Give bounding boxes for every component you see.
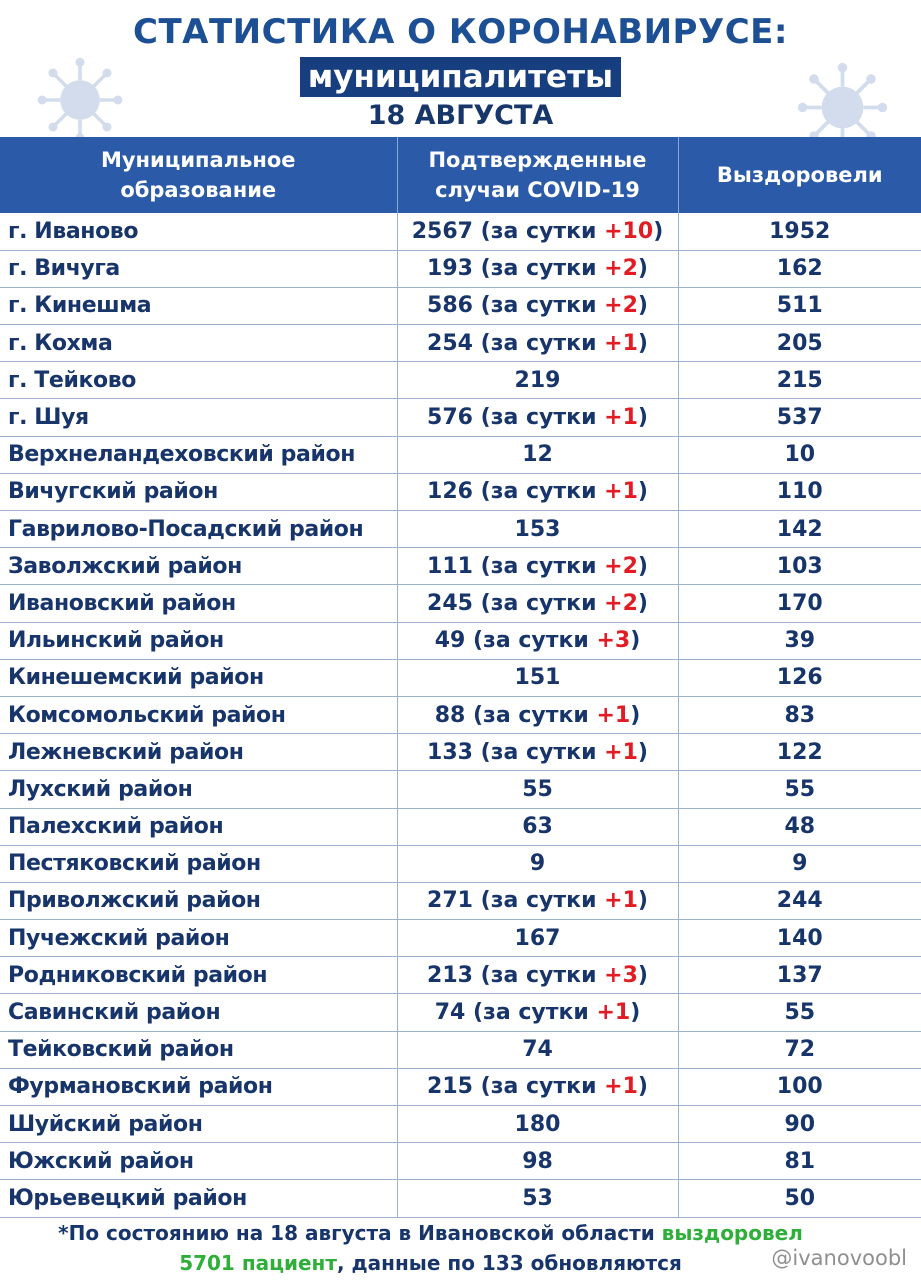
- confirmed-cases-cell: [397, 696, 678, 733]
- recovered-count: 170: [678, 585, 921, 622]
- municipality-name: Савинский район: [0, 994, 397, 1031]
- recovered-count: 103: [678, 548, 921, 585]
- recovered-count: 215: [678, 362, 921, 399]
- confirmed-cases-cell: [397, 362, 678, 399]
- confirmed-cases: 153: [514, 516, 561, 542]
- municipality-name: Заволжский район: [0, 548, 397, 585]
- table-row: [0, 957, 921, 994]
- daily-increase: +1: [596, 702, 631, 728]
- table-row: [0, 1180, 921, 1217]
- municipality-name: Пучежский район: [0, 920, 397, 957]
- confirmed-cases-cell: [397, 1068, 678, 1105]
- table-row: [0, 845, 921, 882]
- table-row: [0, 882, 921, 919]
- confirmed-cases: 245: [427, 590, 473, 616]
- daily-increase: +1: [604, 479, 638, 505]
- table-row: [0, 325, 921, 362]
- table-row: [0, 920, 921, 957]
- daily-increase: +2: [604, 256, 638, 282]
- table-row: [0, 1143, 921, 1180]
- municipality-name: г. Вичуга: [0, 250, 397, 287]
- daily-increase: +2: [604, 590, 638, 616]
- recovered-count: 537: [678, 399, 921, 436]
- column-header-recovered: Выздоровели: [678, 137, 921, 213]
- confirmed-cases: 133: [427, 739, 473, 765]
- confirmed-cases: 586: [427, 293, 473, 319]
- municipality-name: Кинешемский район: [0, 659, 397, 696]
- confirmed-cases-cell: [397, 325, 678, 362]
- daily-increase: +2: [604, 293, 638, 319]
- municipality-name: Родниковский район: [0, 957, 397, 994]
- confirmed-cases: 88: [434, 702, 466, 728]
- page-title: СТАТИСТИКА О КОРОНАВИРУСЕ:: [133, 12, 788, 52]
- table-row: [0, 511, 921, 548]
- confirmed-cases-cell: [397, 287, 678, 324]
- table-row: [0, 1106, 921, 1143]
- table-row: [0, 659, 921, 696]
- recovered-count: 137: [678, 957, 921, 994]
- footnote-text-end: , данные по 133 обновляются: [336, 1251, 682, 1275]
- per-day-close: ): [637, 1074, 648, 1100]
- daily-increase: +1: [604, 1074, 638, 1100]
- confirmed-cases: 2567: [411, 218, 473, 244]
- per-day-label: (за сутки: [480, 739, 605, 765]
- table-row: [0, 399, 921, 436]
- table-row: [0, 771, 921, 808]
- recovered-count: 55: [678, 994, 921, 1031]
- confirmed-cases-cell: [397, 1031, 678, 1068]
- confirmed-cases: 49: [434, 628, 466, 654]
- municipality-name: Верхнеландеховский район: [0, 436, 397, 473]
- per-day-close: ): [630, 702, 641, 728]
- column-header-cases-line1: Подтвержденные: [428, 148, 647, 172]
- table-row: [0, 473, 921, 510]
- confirmed-cases: 271: [427, 888, 473, 914]
- confirmed-cases: 74: [434, 1000, 466, 1026]
- per-day-label: (за сутки: [480, 218, 605, 244]
- table-row: [0, 1068, 921, 1105]
- per-day-label: (за сутки: [480, 479, 605, 505]
- per-day-label: (за сутки: [480, 553, 605, 579]
- confirmed-cases-cell: [397, 622, 678, 659]
- footnote-text: *По состоянию на 18 августа в Ивановской области: [58, 1221, 662, 1245]
- municipality-name: Пестяковский район: [0, 845, 397, 882]
- municipality-name: г. Иваново: [0, 213, 397, 250]
- municipality-name: Лухский район: [0, 771, 397, 808]
- municipality-name: Гаврилово-Посадский район: [0, 511, 397, 548]
- table-row: [0, 362, 921, 399]
- recovered-count: 100: [678, 1068, 921, 1105]
- municipality-name: Вичугский район: [0, 473, 397, 510]
- confirmed-cases-cell: [397, 1106, 678, 1143]
- confirmed-cases: 167: [514, 925, 561, 951]
- confirmed-cases-cell: [397, 548, 678, 585]
- confirmed-cases-cell: [397, 399, 678, 436]
- report-date: 18 АВГУСТА: [367, 100, 554, 131]
- municipality-name: Шуйский район: [0, 1106, 397, 1143]
- per-day-label: (за сутки: [480, 293, 605, 319]
- per-day-close: ): [637, 405, 648, 431]
- per-day-close: ): [637, 256, 648, 282]
- recovered-count: 48: [678, 808, 921, 845]
- daily-increase: +3: [596, 628, 631, 654]
- recovered-count: 142: [678, 511, 921, 548]
- municipality-name: Ивановский район: [0, 585, 397, 622]
- recovered-count: 511: [678, 287, 921, 324]
- table-row: [0, 696, 921, 733]
- confirmed-cases-cell: [397, 436, 678, 473]
- municipality-name: г. Тейково: [0, 362, 397, 399]
- confirmed-cases: 55: [522, 776, 553, 802]
- table-row: [0, 808, 921, 845]
- confirmed-cases: 193: [427, 256, 473, 282]
- statistics-table: [0, 137, 921, 1218]
- municipality-name: г. Кинешма: [0, 287, 397, 324]
- per-day-label: (за сутки: [480, 1074, 605, 1100]
- confirmed-cases: 53: [522, 1185, 553, 1211]
- per-day-close: ): [630, 628, 641, 654]
- per-day-close: ): [637, 590, 648, 616]
- confirmed-cases: 9: [529, 851, 546, 877]
- recovered-count: 10: [678, 436, 921, 473]
- column-header-cases-line2: случаи COVID-19: [435, 178, 640, 202]
- page-header: [0, 0, 921, 137]
- confirmed-cases: 576: [427, 405, 473, 431]
- municipality-name: Лежневский район: [0, 734, 397, 771]
- confirmed-cases: 98: [522, 1148, 553, 1174]
- recovered-count: 122: [678, 734, 921, 771]
- confirmed-cases-cell: [397, 511, 678, 548]
- municipality-name: Юрьевецкий район: [0, 1180, 397, 1217]
- confirmed-cases: 63: [522, 814, 553, 840]
- confirmed-cases-cell: [397, 659, 678, 696]
- per-day-label: (за сутки: [473, 628, 597, 654]
- table-row: [0, 622, 921, 659]
- per-day-close: ): [637, 739, 648, 765]
- municipality-name: Тейковский район: [0, 1031, 397, 1068]
- confirmed-cases-cell: [397, 1180, 678, 1217]
- column-header-cases: [397, 137, 678, 213]
- table-row: [0, 1031, 921, 1068]
- recovered-count: 9: [678, 845, 921, 882]
- confirmed-cases: 219: [514, 367, 561, 393]
- confirmed-cases-cell: [397, 213, 678, 250]
- confirmed-cases-cell: [397, 882, 678, 919]
- table-row: [0, 250, 921, 287]
- per-day-close: ): [637, 479, 648, 505]
- recovered-count: 72: [678, 1031, 921, 1068]
- recovered-count: 110: [678, 473, 921, 510]
- page-subtitle: муниципалитеты: [300, 57, 621, 97]
- confirmed-cases-cell: [397, 473, 678, 510]
- municipality-name: Палехский район: [0, 808, 397, 845]
- confirmed-cases: 215: [427, 1074, 473, 1100]
- municipality-name: г. Кохма: [0, 325, 397, 362]
- per-day-close: ): [637, 962, 648, 988]
- table-row: [0, 585, 921, 622]
- confirmed-cases: 151: [514, 665, 561, 691]
- confirmed-cases-cell: [397, 845, 678, 882]
- footnote-highlight: выздоровел 5701 пациент: [179, 1221, 803, 1275]
- table-row: [0, 436, 921, 473]
- municipality-name: г. Шуя: [0, 399, 397, 436]
- daily-increase: +1: [604, 330, 638, 356]
- confirmed-cases: 111: [427, 553, 473, 579]
- recovered-count: 126: [678, 659, 921, 696]
- confirmed-cases-cell: [397, 808, 678, 845]
- confirmed-cases-cell: [397, 1143, 678, 1180]
- municipality-name: Фурмановский район: [0, 1068, 397, 1105]
- per-day-label: (за сутки: [480, 888, 605, 914]
- per-day-close: ): [653, 218, 664, 244]
- municipality-name: Комсомольский район: [0, 696, 397, 733]
- recovered-count: 81: [678, 1143, 921, 1180]
- recovered-count: 205: [678, 325, 921, 362]
- daily-increase: +10: [604, 218, 654, 244]
- recovered-count: 1952: [678, 213, 921, 250]
- confirmed-cases-cell: [397, 920, 678, 957]
- confirmed-cases: 254: [427, 330, 473, 356]
- recovered-count: 90: [678, 1106, 921, 1143]
- daily-increase: +1: [604, 405, 638, 431]
- column-header-municipality: [0, 137, 397, 213]
- per-day-close: ): [630, 1000, 641, 1026]
- per-day-close: ): [637, 293, 648, 319]
- confirmed-cases: 126: [427, 479, 473, 505]
- municipality-name: Приволжский район: [0, 882, 397, 919]
- recovered-count: 244: [678, 882, 921, 919]
- confirmed-cases-cell: [397, 771, 678, 808]
- per-day-label: (за сутки: [480, 330, 605, 356]
- per-day-label: (за сутки: [480, 405, 605, 431]
- recovered-count: 39: [678, 622, 921, 659]
- recovered-count: 83: [678, 696, 921, 733]
- per-day-label: (за сутки: [473, 702, 597, 728]
- confirmed-cases-cell: [397, 734, 678, 771]
- column-header-municipality-line1: Муниципальное: [100, 148, 296, 172]
- per-day-label: (за сутки: [480, 256, 605, 282]
- recovered-count: 50: [678, 1180, 921, 1217]
- table-row: [0, 548, 921, 585]
- per-day-label: (за сутки: [480, 590, 605, 616]
- column-header-municipality-line2: образование: [120, 178, 277, 202]
- per-day-label: (за сутки: [473, 1000, 597, 1026]
- confirmed-cases-cell: [397, 957, 678, 994]
- recovered-count: 162: [678, 250, 921, 287]
- confirmed-cases: 12: [522, 442, 553, 468]
- per-day-label: (за сутки: [480, 962, 605, 988]
- confirmed-cases: 180: [514, 1111, 561, 1137]
- municipality-name: Южский район: [0, 1143, 397, 1180]
- table-row: [0, 287, 921, 324]
- table-header-row: [0, 137, 921, 213]
- confirmed-cases-cell: [397, 250, 678, 287]
- table-row: [0, 213, 921, 250]
- per-day-close: ): [637, 553, 648, 579]
- table-row: [0, 734, 921, 771]
- confirmed-cases: 74: [522, 1037, 553, 1063]
- confirmed-cases: 213: [427, 962, 473, 988]
- per-day-close: ): [637, 888, 648, 914]
- recovered-count: 140: [678, 920, 921, 957]
- daily-increase: +1: [596, 1000, 631, 1026]
- municipality-name: Ильинский район: [0, 622, 397, 659]
- per-day-close: ): [637, 330, 648, 356]
- confirmed-cases-cell: [397, 994, 678, 1031]
- recovered-count: 55: [678, 771, 921, 808]
- daily-increase: +2: [604, 553, 638, 579]
- confirmed-cases-cell: [397, 585, 678, 622]
- social-handle: @ivanovoobl: [771, 1246, 907, 1270]
- daily-increase: +3: [604, 962, 638, 988]
- table-row: [0, 994, 921, 1031]
- daily-increase: +1: [604, 739, 638, 765]
- daily-increase: +1: [604, 888, 638, 914]
